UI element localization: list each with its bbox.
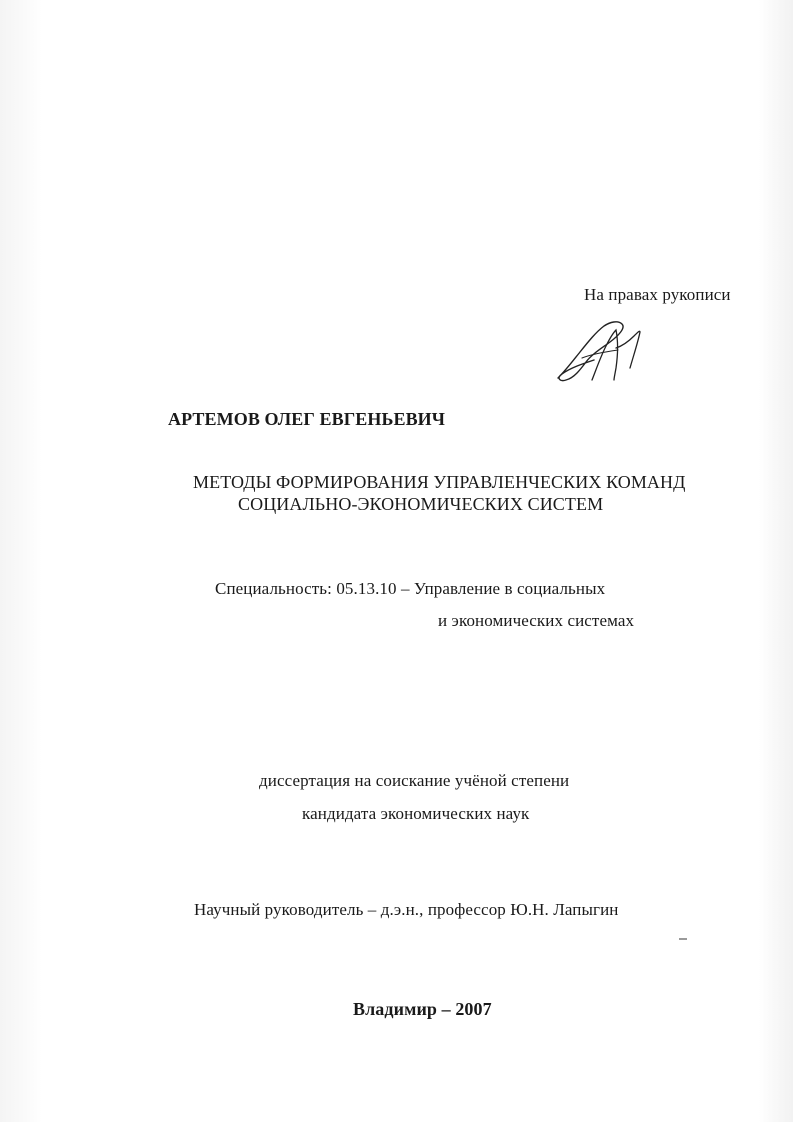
- signature-icon: [552, 318, 644, 386]
- degree-line-1: диссертация на соискание учёной степени: [259, 771, 570, 790]
- scan-shadow-right: [759, 0, 793, 1122]
- city-year: Владимир – 2007: [353, 999, 492, 1019]
- scientific-advisor: Научный руководитель – д.э.н., профессор Ю.Н. Лапыгин: [194, 900, 619, 919]
- scan-shadow-left: [0, 0, 42, 1122]
- specialty-line-2: и экономических системах: [438, 611, 635, 630]
- author-name: АРТЕМОВ ОЛЕГ ЕВГЕНЬЕВИЧ: [168, 409, 446, 429]
- manuscript-rights-note: На правах рукописи: [584, 285, 731, 304]
- thesis-title-line-2: СОЦИАЛЬНО-ЭКОНОМИЧЕСКИХ СИСТЕМ: [238, 494, 604, 514]
- degree-line-2: кандидата экономических наук: [302, 804, 530, 823]
- thesis-title-line-1: МЕТОДЫ ФОРМИРОВАНИЯ УПРАВЛЕНЧЕСКИХ КОМАНД: [193, 472, 686, 492]
- scan-mark: [679, 938, 687, 940]
- specialty-line-1: Специальность: 05.13.10 – Управление в социальных: [215, 579, 606, 598]
